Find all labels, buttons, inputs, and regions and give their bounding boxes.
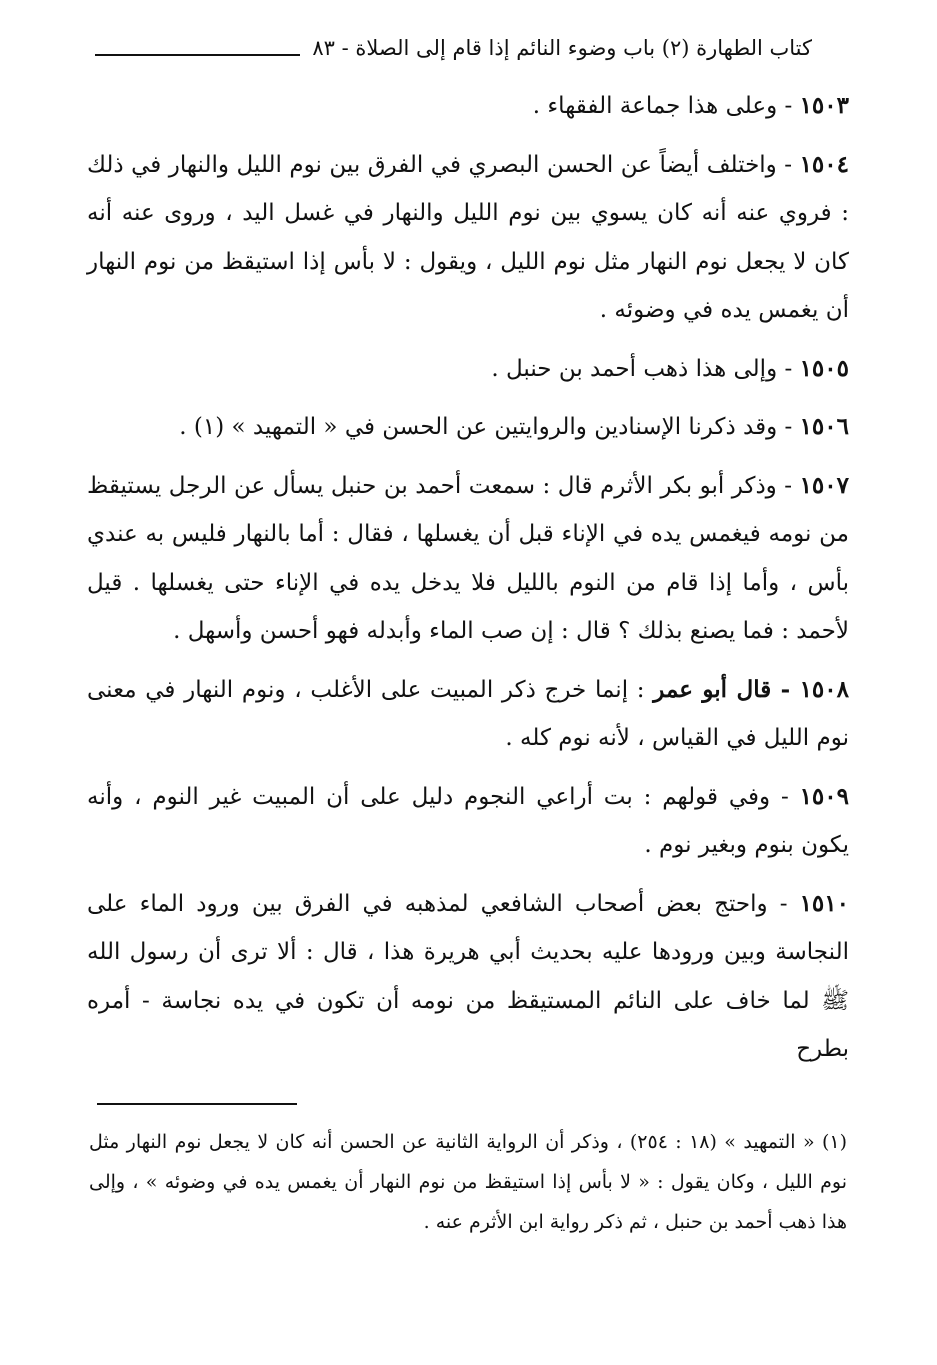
paragraph-1505 xyxy=(87,345,849,394)
paragraph-text: - وذكر أبو بكر الأثرم قال : سمعت أحمد بن حنبل يسأل عن الرجل يستيقظ من نومه فيغمس يده في الإناء قبل أن يغسلها ، فقال : أما بالنهار فليس به عندي بأس ، وأما إذا قام من النوم بالليل فلا يدخل يده في الإناء حتى يغسلها . قيل لأحمد : فما يصنع بذلك ؟ قال : إن صب الماء وأبدله فهو أحسن وأسهل . xyxy=(87,472,849,644)
paragraph-number: ١٥٠٧ xyxy=(799,471,849,499)
paragraph-number: ١٥٠٨ xyxy=(799,675,849,703)
paragraph-number: ١٥٠٩ xyxy=(799,782,849,810)
paragraph-number: ١٥١٠ xyxy=(799,889,849,917)
paragraph-1509 xyxy=(87,773,849,870)
paragraph-text: - وقد ذكرنا الإسنادين والروايتين عن الحسن في « التمهيد » (١) . xyxy=(179,414,800,440)
footnote-text: (١) « التمهيد » (١٨ : ٢٥٤) ، وذكر أن الرواية الثانية عن الحسن أنه كان لا يجعل نوم النهار مثل نوم الليل ، وكان يقول : « لا بأس إذا استيقظ من نوم النهار أن يغمس يده في وضوئه » ، وإلى هذا ذهب أحمد بن حنبل ، ثم ذكر رواية ابن الأثرم عنه . xyxy=(89,1131,848,1233)
paragraph-1507 xyxy=(87,462,849,656)
main-text xyxy=(87,82,849,1084)
paragraph-text: - واحتج بعض أصحاب الشافعي لمذهبه في الفرق بين ورود الماء على النجاسة وبين ورودها عليه بحديث أبي هريرة هذا ، قال : ألا ترى أن رسول الله ﷺ لما خاف على النائم المستيقظ من نومه أن تكون في يده نجاسة - أمره بطرح xyxy=(87,890,849,1062)
paragraph-text: : إنما خرج ذكر المبيت على الأغلب ، ونوم النهار في معنى نوم الليل في القياس ، لأنه نوم كله . xyxy=(87,676,849,751)
paragraph-number: ١٥٠٥ xyxy=(799,354,849,382)
paragraph-text: - واختلف أيضاً عن الحسن البصري في الفرق بين نوم الليل والنهار في ذلك : فروي عنه أنه كان يسوي بين نوم الليل والنهار في غسل اليد ، وروى عنه أنه كان لا يجعل نوم النهار مثل نوم الليل ، ويقول : لا بأس إذا استيقظ من نوم النهار أن يغمس يده في وضوئه . xyxy=(87,151,849,323)
header-title: كتاب الطهارة (٢) باب وضوء النائم إذا قام إلى الصلاة - ٨٣ xyxy=(312,36,812,60)
paragraph-1503 xyxy=(87,82,849,131)
paragraph-number: ١٥٠٣ xyxy=(799,92,849,119)
paragraph-number: ١٥٠٤ xyxy=(799,150,849,178)
footnote-rule xyxy=(97,1103,297,1105)
paragraph-1508 xyxy=(87,666,849,763)
paragraph-1510 xyxy=(87,880,849,1074)
paragraph-1506 xyxy=(87,403,849,452)
header-rule xyxy=(95,54,300,56)
paragraph-text: - وإلى هذا ذهب أحمد بن حنبل . xyxy=(491,355,800,382)
footnote xyxy=(89,1122,847,1242)
paragraph-1504 xyxy=(87,141,849,335)
running-header xyxy=(95,20,812,64)
paragraph-text: - وعلى هذا جماعة الفقهاء . xyxy=(532,93,800,119)
speaker-label: - قال أبو عمر xyxy=(653,675,800,703)
paragraph-number: ١٥٠٦ xyxy=(799,413,849,440)
paragraph-text: - وفي قولهم : بت أراعي النجوم دليل على أن المبيت غير النوم ، وأنه يكون بنوم وبغير نوم . xyxy=(87,783,849,858)
